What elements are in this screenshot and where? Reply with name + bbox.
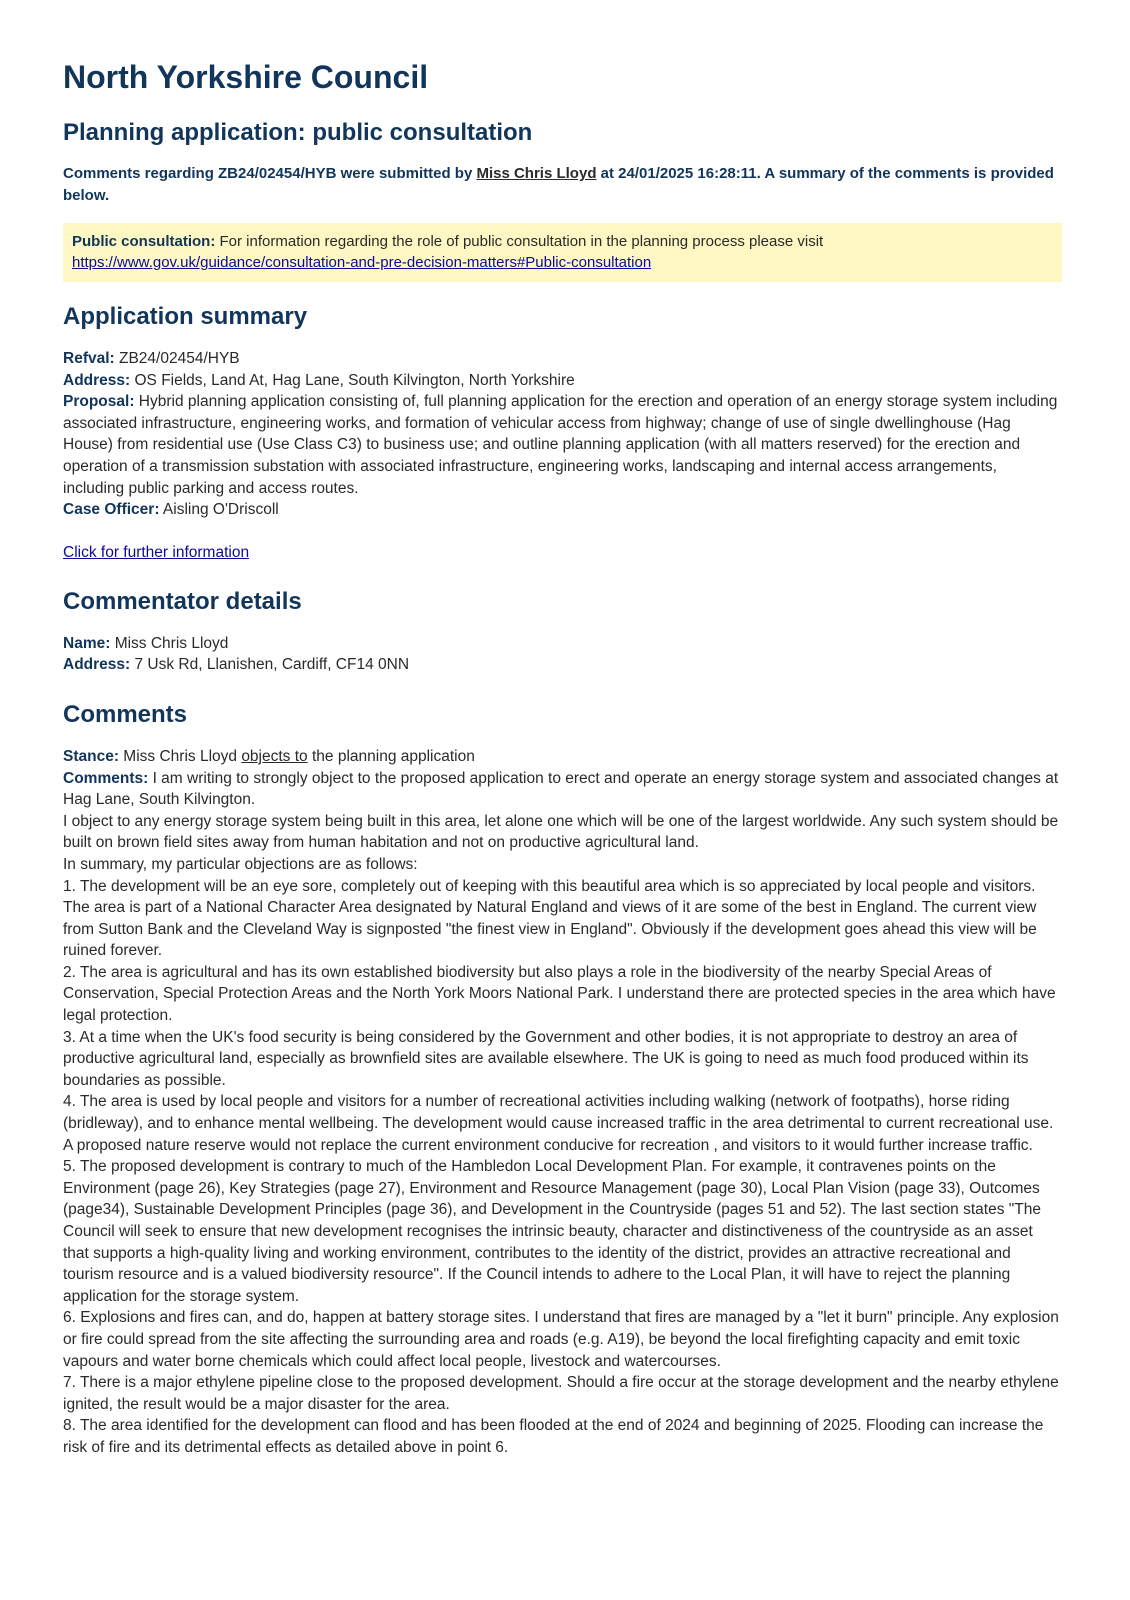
stance-suffix: the planning application	[307, 747, 475, 765]
stance-label: Stance:	[63, 747, 119, 765]
commentator-address-row	[63, 654, 1062, 676]
application-summary-heading: Application summary	[63, 303, 308, 330]
stance-prefix: Miss Chris Lloyd	[119, 747, 242, 765]
comment-paragraph: 1. The development will be an eye sore, completely out of keeping with this beautiful area which is so appreciated by local people and visitors. The area is part of a National Character Area designated by Natural England and views of it are some of the best in England. The current view from Sutton Bank and the Cleveland Way is signposted "the finest view in England". Obviously if the development goes ahead this view will be ruined forever.	[63, 877, 1037, 960]
application-summary-section	[63, 300, 1062, 563]
comments-heading: Comments	[63, 700, 188, 728]
address-row	[63, 370, 1062, 392]
comment-paragraph: 5. The proposed development is contrary to much of the Hambledon Local Development Plan. For example, it contravenes points on the Environment (page 26), Key Strategies (page 27), Environment and Resource Management (page 30), Local Plan Vision (page 33), Outcomes (page34), Sustainable Development Principles (page 36), and Development in the Countryside (pages 51 and 52). The last section states "The Council will seek to ensure that new development recognises the intrinsic beauty, character and distinctiveness of the countryside as an asset that supports a high-quality living and working environment, contributes to the identity of the district, provides an attractive recreational and tourism resource and is a valued biodiversity resource". If the Council intends to adhere to the Local Plan, it will have to reject the planning application for the storage system.	[63, 1158, 1041, 1305]
refval-label: Refval:	[63, 350, 115, 367]
council-title: North Yorkshire Council	[63, 59, 429, 95]
proposal-label: Proposal:	[63, 393, 135, 411]
comment-paragraph: 2. The area is agricultural and has its own established biodiversity but also plays a role in the biodiversity of the nearby Special Areas of Conservation, Special Protection Areas and the North York Moors National Park. I understand there are protected species in the area which have legal protection.	[63, 963, 1056, 1025]
further-information-link[interactable]: Click for further information	[63, 543, 250, 561]
commentator-details	[63, 633, 1062, 676]
refval-value: ZB24/02454/HYB	[114, 350, 240, 367]
commentator-name-value: Miss Chris Lloyd	[110, 634, 229, 652]
intro-prefix: Comments regarding ZB24/02454/HYB were submitted by	[63, 165, 477, 182]
commentator-address-label: Address:	[63, 656, 131, 674]
comment-paragraph: Comments: I am writing to strongly object to the proposed application to erect and operate an energy storage system and associated changes at Hag Lane, South Kilvington.	[63, 769, 1059, 809]
comments-label: Comments:	[63, 769, 149, 787]
proposal-row	[63, 391, 1062, 499]
commentator-section	[63, 585, 1062, 676]
intro-statement	[63, 163, 1062, 207]
commentator-name-row	[63, 633, 1062, 655]
notice-text: For information regarding the role of public consultation in the planning process please visit	[215, 233, 824, 250]
case-officer-row	[63, 499, 1062, 521]
case-officer-value: Aisling O'Driscoll	[159, 501, 279, 519]
commenter-name-link[interactable]: Miss Chris Lloyd	[476, 165, 597, 182]
comment-paragraph: 3. At a time when the UK's food security is being considered by the Government and other bodies, it is not appropriate to destroy an area of productive agricultural land, especially as brownfield sites are available elsewhere. The UK is going to need as much food produced within its boundaries as possible.	[63, 1028, 1029, 1089]
proposal-value: Hybrid planning application consisting of, full planning application for the erection and operation of an energy storage system including associated infrastructure, engineering works, and formation of vehicular access from highway; change of use of single dwellinghouse (Hag House) from residential use (Use Class C3) to business use; and outline planning application (with all matters reserved) for the erection and operation of a transmission substation with associated infrastructure, engineering works, landscaping and internal access arrangements, including public parking and access routes.	[63, 393, 1058, 497]
consultation-notice	[63, 223, 1062, 282]
notice-label: Public consultation:	[72, 233, 216, 250]
comment-paragraph: 4. The area is used by local people and visitors for a number of recreational activities including walking (network of footpaths), horse riding (bridleway), and to enhance mental wellbeing. The development would cause increased traffic in the area detrimental to current recreational use. A proposed nature reserve would not replace the current environment conducive for recreation , and visitors to it would further increase traffic.	[63, 1093, 1054, 1154]
consultation-guidance-link[interactable]: https://www.gov.uk/guidance/consultation-and-pre-decision-matters#Public-consultation	[72, 254, 652, 271]
commentator-name-label: Name:	[63, 634, 111, 652]
refval-row	[63, 348, 1062, 370]
commentator-address-value: 7 Usk Rd, Llanishen, Cardiff, CF14 0NN	[130, 656, 410, 674]
comment-paragraph: 7. There is a major ethylene pipeline close to the proposed development. Should a fire occur at the storage development and the nearby ethylene ignited, the result would be a major disaster for the area.	[63, 1374, 1059, 1413]
address-label: Address:	[63, 371, 131, 389]
case-officer-label: Case Officer:	[63, 501, 160, 519]
comments-body	[63, 746, 1062, 1459]
stance-link[interactable]: objects to	[241, 747, 308, 765]
comment-paragraph: In summary, my particular objections are as follows:	[63, 855, 418, 873]
comment-paragraph: I object to any energy storage system being built in this area, let alone one which will be one of the largest worldwide. Any such system should be built on brown field sites away from human habitation and not on productive agricultural land.	[63, 812, 1059, 852]
comment-paragraph: 6. Explosions and fires can, and do, happen at battery storage sites. I understand that fires are managed by a "let it burn" principle. Any explosion or fire could spread from the site affecting the surrounding area and roads (e.g. A19), be beyond the local firefighting capacity and emit toxic vapours and water borne chemicals which could affect local people, livestock and watercourses.	[63, 1309, 1059, 1370]
page-subtitle: Planning application: public consultation	[63, 119, 533, 146]
comment-paragraph: 8. The area identified for the development can flood and has been flooded at the end of 2024 and beginning of 2025. Flooding can increase the risk of fire and its detrimental effects as detailed above in point 6.	[63, 1417, 1044, 1456]
address-value: OS Fields, Land At, Hag Lane, South Kilvington, North Yorkshire	[130, 371, 575, 389]
application-details	[63, 348, 1062, 521]
commentator-heading: Commentator details	[63, 587, 302, 615]
stance-row	[63, 746, 1062, 768]
intro-suffix: at 24/01/2025 16:28:11. A summary of the comments is provided below.	[63, 165, 1054, 204]
comments-section	[63, 698, 1062, 1459]
